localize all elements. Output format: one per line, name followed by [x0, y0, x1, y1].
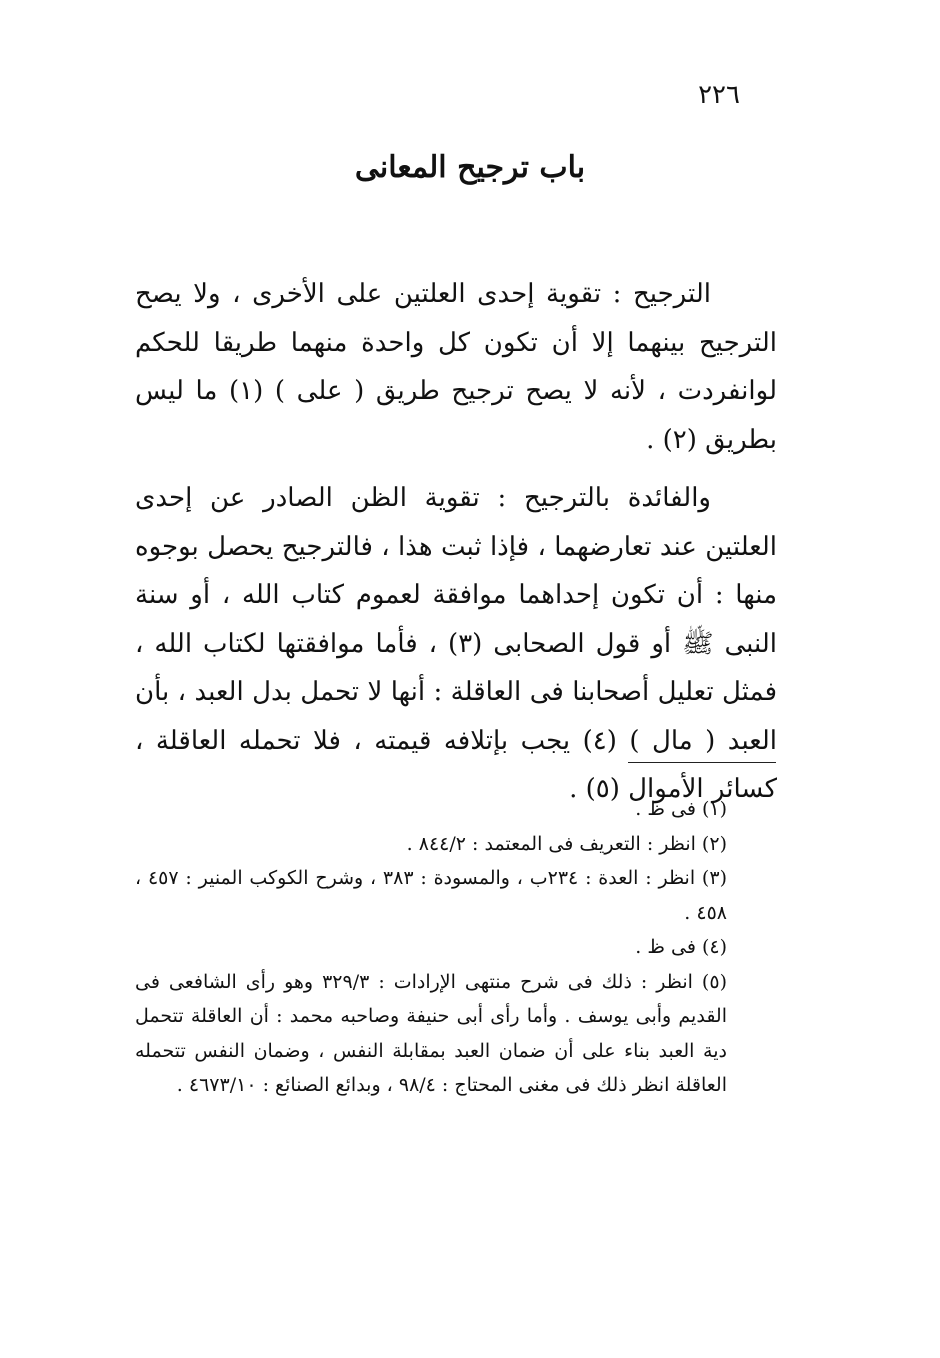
footnote-separator	[628, 762, 776, 763]
footnote: (٥) انظر : ذلك فى شرح منتهى الإرادات : ٣٢٩/٣ وهو رأى الشافعى فى القديم وأبى يوسف . وأما رأى أبى حنيفة وصاحبه محمد : أن العاقلة تتحمل دية العبد بناء على أن ضمان العبد بمقابلة النفس ، وضمان النفس تتحمله العاقلة انظر ذلك فى مغنى المحتاج : ٩٨/٤ ، وبدائع الصنائع : ٤٦٧٣/١٠ .	[135, 970, 727, 1096]
paragraph-text: والفائدة بالترجيح : تقوية الظن الصادر عن إحدى العلتين عند تعارضهما ، فإذا ثبت هذا ، فالترجيح يحصل بوجوه منها : أن تكون إحداهما موافقة لعموم كتاب الله ، أو سنة النبى ﷺ أو قول الصحابى (٣) ، فأما موافقتها لكتاب الله ، فمثل تعليل أصحابنا فى العاقلة : أنها لا تحمل بدل العبد ، بأن العبد ( مال ) (٤) يجب بإتلافه قيمته ، فلا تحمله العاقلة ، كسائر الأموال (٥) .	[135, 483, 777, 804]
chapter-title: باب ترجيح المعانى	[354, 150, 586, 185]
footnote: (١) فى ظ .	[635, 798, 727, 820]
footnote: (٢) انظر : التعريف فى المعتمد : ٨٤٤/٢ .	[406, 832, 727, 855]
footnote: (٣) انظر : العدة : ٢٣٤ب ، والمسودة : ٣٨٣ ، وشرح الكوكب المنير : ٤٥٧ ، ٤٥٨ .	[135, 867, 727, 924]
paragraph-text: الترجيح : تقوية إحدى العلتين على الأخرى ، ولا يصح الترجيح بينهما إلا أن تكون كل واحدة منهما طريقا للحكم لوانفردت ، لأنه لا يصح ترجيح طريق ( على ) (١) ما ليس بطريق (٢) .	[135, 279, 777, 455]
page-number: ٢٢٦	[698, 80, 740, 110]
footnote: (٤) فى ظ .	[635, 936, 727, 958]
paragraph	[135, 270, 777, 464]
footnotes	[135, 792, 777, 1103]
